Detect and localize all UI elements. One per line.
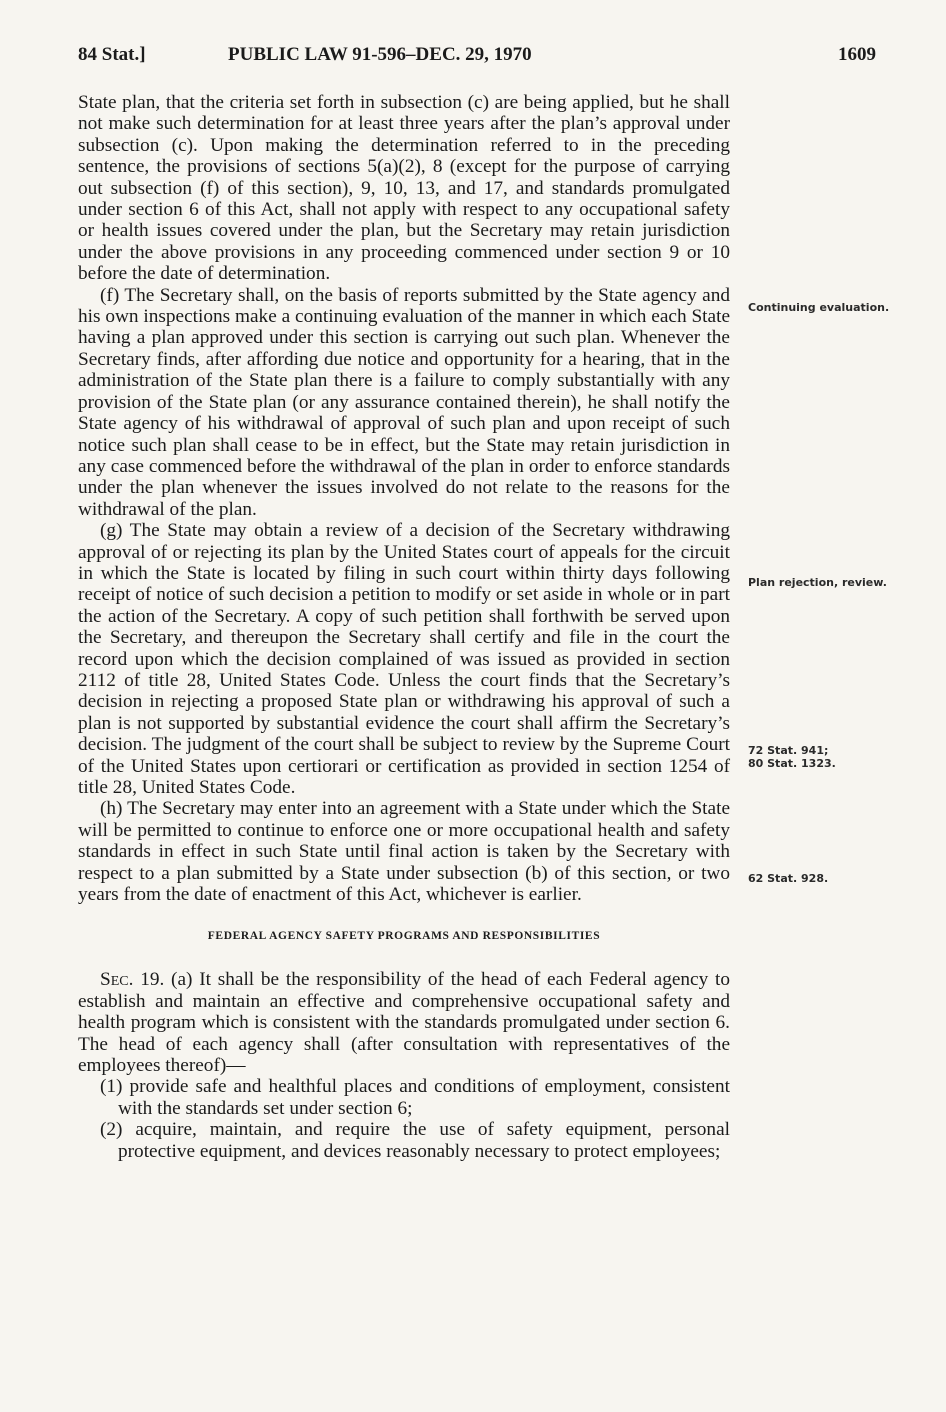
sec-19a-text: 19. (a) It shall be the responsibility of the head of each Federal agency to establish and maintain an effective and comprehensive occupational safety and health program which is consistent with the standards promulgated under section 6. The head of each agency shall (after consultation with representatives of the employees thereof)— — [78, 969, 730, 1077]
paragraph-f: (f) The Secretary shall, on the basis of reports submitted by the State agency and his own inspections make a continuing evaluation of the manner in which each State having a plan approved under this section is carrying out such plan. Whenever the Secretary finds, after affording due notice and opportunity for a hearing, that in the administration of the State plan there is a failure to comply substantially with any provision of the State plan (or any assurance contained therein), he shall notify the State agency of his withdrawal of approval of such plan and upon receipt of such notice such plan shall cease to be in effect, but the State may retain jurisdiction in any case commenced before the withdrawal of the plan in order to enforce standards under the plan whenever the issues involved do not relate to the reasons for the withdrawal of the plan. — [78, 284, 730, 520]
paragraph-g: (g) The State may obtain a review of a decision of the Secretary withdrawing approval of or rejecting its plan by the United States court of appeals for the circuit in which the State is located by filing in such court within thirty days following receipt of notice of such decision a petition to modify or set aside in whole or in part the action of the Secretary. A copy of such petition shall forthwith be served upon the Secretary, and thereupon the Secretary shall certify and file in the court the record upon which the decision complained of was issued as provided in section 2112 of title 28, United States Code. Unless the court finds that the Secretary’s decision in rejecting a proposed State plan or withdrawing his approval of such a plan is not supported by substantial evidence the court shall affirm the Secretary’s decision. The judgment of the court shall be subject to review by the Supreme Court of the United States upon certiorari or certification as provided in section 1254 of title 28, United States Code. — [78, 520, 730, 798]
body-text — [78, 92, 730, 1162]
margin-note-line-2: 80 Stat. 1323. — [748, 757, 836, 770]
page-number: 1609 — [838, 44, 876, 65]
page-header — [78, 44, 878, 74]
section-heading: FEDERAL AGENCY SAFETY PROGRAMS AND RESPONSIBILITIES — [207, 930, 601, 943]
margin-note-line-1: 72 Stat. 941; — [748, 744, 829, 757]
paragraph-continuation: State plan, that the criteria set forth in subsection (c) are being applied, but he shall not make such determination for at least three years after the plan’s approval under subsection (c). Upon making the determination referred to in the preceding sentence, the provisions of sections 5(a)(2), 8 (except for the purpose of carrying out subsection (f) of this section), 9, 10, 13, and 17, and standards promulgated under section 6 of this Act, shall not apply with respect to any occupational safety or health issues covered under the plan, but the Secretary may retain jurisdiction under the above provisions in any proceeding commenced under section 9 or 10 before the date of determination. — [78, 92, 730, 285]
margin-note-plan-rejection: Plan rejection, review. — [748, 576, 887, 589]
law-title: PUBLIC LAW 91-596–DEC. 29, 1970 — [228, 44, 532, 65]
list-item-1: (1) provide safe and healthful places and conditions of employment, consistent with the standards set under section 6; — [100, 1076, 730, 1119]
list-item-2: (2) acquire, maintain, and require the use of safety equipment, personal protective equipment, and devices reasonably necessary to protect employees; — [100, 1119, 730, 1162]
margin-note-72-stat — [748, 744, 898, 770]
volume-reference: 84 Stat.] — [78, 44, 146, 65]
sec-label: Sec. — [100, 969, 134, 991]
margin-note-continuing-evaluation: Continuing evaluation. — [748, 301, 890, 314]
margin-note-62-stat: 62 Stat. 928. — [748, 872, 829, 885]
paragraph-sec-19a — [78, 969, 730, 1076]
paragraph-h: (h) The Secretary may enter into an agreement with a State under which the State will be permitted to continue to enforce one or more occupational health and safety standards in effect in such State until final action is taken by the Secretary with respect to a plan submitted by a State under subsection (b) of this section, or two years from the date of enactment of this Act, whichever is earlier. — [78, 798, 730, 906]
